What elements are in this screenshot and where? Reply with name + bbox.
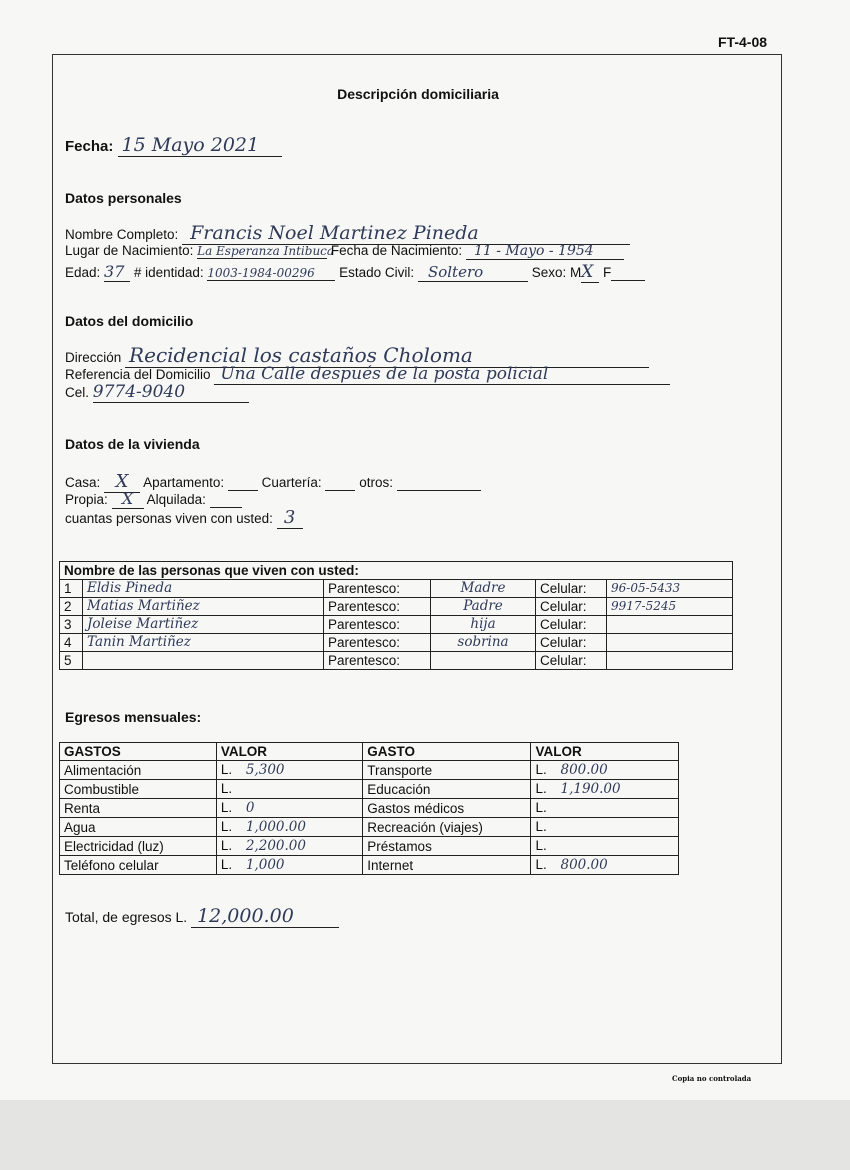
gasto2-value[interactable]: 800.00 bbox=[560, 762, 608, 778]
gasto2-value-cell[interactable] bbox=[531, 799, 679, 818]
egreso-row bbox=[60, 837, 679, 856]
persona-row bbox=[60, 652, 733, 670]
persona-nombre[interactable]: Eldis Pineda bbox=[83, 580, 324, 598]
persona-row bbox=[60, 580, 733, 598]
gasto-value[interactable]: 2,200.00 bbox=[245, 838, 306, 854]
fecha-nac-value[interactable]: 11 - Mayo - 1954 bbox=[466, 243, 624, 260]
gasto2-value-cell[interactable] bbox=[531, 761, 679, 780]
gasto-value[interactable]: 1,000 bbox=[245, 857, 285, 873]
currency-label: L. bbox=[535, 781, 547, 796]
nombre-value[interactable]: Francis Noel Martinez Pineda bbox=[182, 222, 630, 245]
identidad-value[interactable]: 1003-1984-00296 bbox=[207, 266, 335, 281]
gasto2-name: Préstamos bbox=[363, 837, 531, 856]
fecha-label: Fecha: bbox=[65, 138, 114, 155]
egreso-row bbox=[60, 761, 679, 780]
direccion-label: Dirección bbox=[65, 350, 122, 365]
cuarteria-label: Cuartería: bbox=[261, 475, 322, 490]
egresos-table bbox=[59, 742, 679, 875]
persona-celular[interactable] bbox=[607, 634, 733, 652]
lugar-label: Lugar de Nacimiento: bbox=[65, 243, 194, 258]
cuarteria-field[interactable] bbox=[325, 475, 355, 491]
parentesco-label: Parentesco: bbox=[324, 598, 431, 616]
gastos-column-header: GASTOS bbox=[60, 743, 217, 761]
cuantas-row bbox=[65, 507, 303, 529]
gasto-value-cell[interactable] bbox=[216, 761, 362, 780]
gasto2-value[interactable] bbox=[547, 838, 557, 854]
gasto-value-cell[interactable] bbox=[216, 799, 362, 818]
fecha-nac-label: Fecha de Nacimiento: bbox=[330, 243, 463, 258]
nombre-label: Nombre Completo: bbox=[65, 227, 179, 242]
currency-label: L. bbox=[535, 838, 547, 853]
gasto2-value-cell[interactable] bbox=[531, 837, 679, 856]
persona-nombre[interactable]: Joleise Martiñez bbox=[83, 616, 324, 634]
form-title: Descripción domiciliaria bbox=[337, 86, 499, 102]
cel-label: Cel. bbox=[65, 385, 90, 400]
sexo-label: Sexo: M bbox=[531, 265, 582, 280]
valor2-column-header: VALOR bbox=[531, 743, 679, 761]
gasto-value[interactable] bbox=[232, 781, 242, 797]
currency-label: L. bbox=[220, 819, 233, 834]
sexo-f-label: F bbox=[603, 265, 612, 280]
fecha-value[interactable]: 15 Mayo 2021 bbox=[118, 134, 282, 157]
persona-celular[interactable]: 9917-5245 bbox=[607, 598, 733, 616]
egreso-row bbox=[60, 856, 679, 875]
gasto2-value[interactable] bbox=[547, 819, 557, 835]
nacimiento-row bbox=[65, 243, 624, 260]
scan-bottom-area bbox=[0, 1100, 850, 1170]
persona-nombre[interactable] bbox=[83, 652, 324, 670]
persona-number: 5 bbox=[60, 652, 83, 670]
persona-nombre[interactable]: Matias Martiñez bbox=[83, 598, 324, 616]
gasto2-value-cell[interactable] bbox=[531, 818, 679, 837]
persona-parentesco[interactable]: Padre bbox=[431, 598, 536, 616]
currency-label: L. bbox=[220, 781, 233, 796]
persona-number: 3 bbox=[60, 616, 83, 634]
egreso-row bbox=[60, 818, 679, 837]
currency-label: L. bbox=[220, 857, 233, 872]
gasto-name: Agua bbox=[60, 818, 217, 837]
total-label: Total, de egresos L. bbox=[65, 909, 188, 925]
persona-nombre[interactable]: Tanin Martiñez bbox=[83, 634, 324, 652]
casa-mark[interactable]: X bbox=[104, 471, 140, 493]
parentesco-label: Parentesco: bbox=[324, 616, 431, 634]
cel-value[interactable]: 9774-9040 bbox=[93, 382, 249, 403]
tenencia-row bbox=[65, 489, 242, 509]
edad-value[interactable]: 37 bbox=[104, 262, 130, 282]
sexo-mark[interactable]: X bbox=[581, 262, 599, 283]
gasto-value-cell[interactable] bbox=[216, 837, 362, 856]
persona-number: 1 bbox=[60, 580, 83, 598]
persona-row bbox=[60, 616, 733, 634]
gasto-value-cell[interactable] bbox=[216, 818, 362, 837]
gasto2-name: Transporte bbox=[363, 761, 531, 780]
egreso-row bbox=[60, 780, 679, 799]
currency-label: L. bbox=[535, 762, 547, 777]
gasto2-value[interactable]: 800.00 bbox=[560, 857, 608, 873]
personas-table bbox=[59, 561, 733, 670]
edad-label: Edad: bbox=[65, 265, 101, 280]
persona-celular[interactable]: 96-05-5433 bbox=[607, 580, 733, 598]
parentesco-label: Parentesco: bbox=[324, 580, 431, 598]
currency-label: L. bbox=[535, 800, 547, 815]
gasto2-value[interactable]: 1,190.00 bbox=[560, 781, 621, 797]
gasto-value-cell[interactable] bbox=[216, 780, 362, 799]
gasto-column-header: GASTO bbox=[363, 743, 531, 761]
persona-parentesco[interactable]: hija bbox=[431, 616, 536, 634]
fecha-row bbox=[65, 134, 282, 157]
persona-parentesco[interactable]: Madre bbox=[431, 580, 536, 598]
alquilada-label: Alquilada: bbox=[146, 492, 206, 507]
identidad-label: # identidad: bbox=[133, 265, 204, 280]
footer-note: Copia no controlada bbox=[672, 1074, 752, 1083]
egresos-body bbox=[60, 761, 679, 875]
gasto2-name: Gastos médicos bbox=[363, 799, 531, 818]
persona-row bbox=[60, 634, 733, 652]
cuantas-label: cuantas personas viven con usted: bbox=[65, 511, 273, 526]
nombre-row bbox=[65, 222, 630, 245]
cel-row bbox=[65, 382, 249, 403]
egreso-row bbox=[60, 799, 679, 818]
parentesco-label: Parentesco: bbox=[324, 652, 431, 670]
gasto2-value[interactable] bbox=[547, 800, 557, 816]
celular-label: Celular: bbox=[536, 634, 607, 652]
celular-label: Celular: bbox=[536, 616, 607, 634]
gasto-value[interactable]: 1,000.00 bbox=[245, 819, 306, 835]
apartamento-label: Apartamento: bbox=[143, 475, 225, 490]
egresos-heading: Egresos mensuales: bbox=[65, 709, 202, 725]
gasto2-name: Internet bbox=[363, 856, 531, 875]
otros-label: otros: bbox=[359, 475, 393, 490]
propia-mark[interactable]: X bbox=[112, 489, 144, 509]
cuantas-value[interactable]: 3 bbox=[277, 507, 303, 529]
gasto-name: Renta bbox=[60, 799, 217, 818]
persona-number: 2 bbox=[60, 598, 83, 616]
valor-column-header: VALOR bbox=[216, 743, 362, 761]
domicilio-heading: Datos del domicilio bbox=[65, 313, 194, 329]
gasto-name: Electricidad (luz) bbox=[60, 837, 217, 856]
currency-label: L. bbox=[535, 857, 547, 872]
gasto2-name: Educación bbox=[363, 780, 531, 799]
gasto2-value-cell[interactable] bbox=[531, 856, 679, 875]
gasto-value-cell[interactable] bbox=[216, 856, 362, 875]
gasto-name: Teléfono celular bbox=[60, 856, 217, 875]
gasto2-value-cell[interactable] bbox=[531, 780, 679, 799]
estado-civil-value[interactable]: Soltero bbox=[418, 263, 528, 282]
gasto2-name: Recreación (viajes) bbox=[363, 818, 531, 837]
sexo-f-field[interactable] bbox=[611, 265, 645, 281]
persona-parentesco[interactable]: sobrina bbox=[431, 634, 536, 652]
currency-label: L. bbox=[220, 838, 233, 853]
currency-label: L. bbox=[220, 762, 233, 777]
persona-parentesco[interactable] bbox=[431, 652, 536, 670]
direccion-value[interactable]: Recidencial los castaños Choloma bbox=[125, 343, 649, 368]
currency-label: L. bbox=[220, 800, 233, 815]
gasto-name: Combustible bbox=[60, 780, 217, 799]
parentesco-label: Parentesco: bbox=[324, 634, 431, 652]
referencia-label: Referencia del Domicilio bbox=[65, 367, 211, 382]
edad-row bbox=[65, 262, 645, 283]
gasto-name: Alimentación bbox=[60, 761, 217, 780]
gasto-value[interactable]: 0 bbox=[245, 800, 255, 816]
vivienda-heading: Datos de la vivienda bbox=[65, 436, 200, 452]
celular-label: Celular: bbox=[536, 580, 607, 598]
estado-civil-label: Estado Civil: bbox=[339, 265, 415, 280]
persona-celular[interactable] bbox=[607, 652, 733, 670]
total-row bbox=[65, 905, 339, 928]
personas-body bbox=[60, 580, 733, 670]
personas-header: Nombre de las personas que viven con usted: bbox=[60, 562, 733, 580]
personal-heading: Datos personales bbox=[65, 190, 182, 206]
celular-label: Celular: bbox=[536, 652, 607, 670]
currency-label: L. bbox=[535, 819, 547, 834]
casa-label: Casa: bbox=[65, 475, 101, 490]
otros-field[interactable] bbox=[397, 475, 481, 491]
persona-row bbox=[60, 598, 733, 616]
celular-label: Celular: bbox=[536, 598, 607, 616]
gasto-value[interactable]: 5,300 bbox=[245, 762, 285, 778]
persona-celular[interactable] bbox=[607, 616, 733, 634]
persona-number: 4 bbox=[60, 634, 83, 652]
referencia-value[interactable]: Una Calle después de la posta policial bbox=[214, 364, 670, 385]
lugar-value[interactable]: La Esperanza Intibuca bbox=[197, 244, 335, 258]
alquilada-field[interactable] bbox=[210, 492, 242, 508]
propia-label: Propia: bbox=[65, 492, 108, 507]
document-code: FT-4-08 bbox=[718, 34, 768, 50]
total-value[interactable]: 12,000.00 bbox=[191, 905, 339, 928]
